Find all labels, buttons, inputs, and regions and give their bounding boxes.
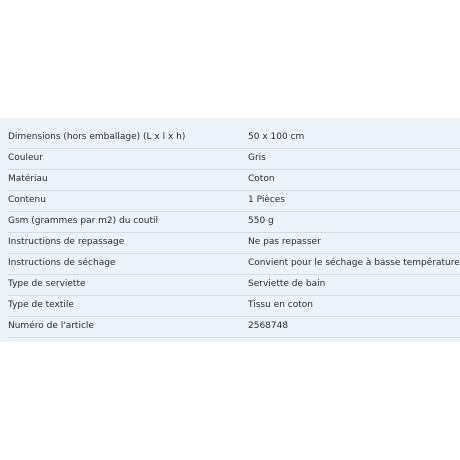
spec-value: Tissu en coton [248,300,313,310]
spec-value: 50 x 100 cm [248,132,305,142]
spec-row-color [8,149,460,170]
spec-value: 550 g [248,216,274,226]
product-specifications-panel [0,118,460,342]
spec-label: Matériau [8,174,48,184]
spec-row-towel-type [8,275,460,296]
spec-label: Type de textile [8,300,74,310]
spec-value: Gris [248,153,266,163]
spec-label: Couleur [8,153,43,163]
specifications-table [8,128,460,338]
spec-label: Gsm (grammes par m2) du coutil [8,216,158,226]
spec-label: Instructions de repassage [8,237,125,247]
spec-row-content [8,191,460,212]
spec-row-gsm [8,212,460,233]
spec-row-article-number [8,317,460,338]
spec-label: Instructions de séchage [8,258,116,268]
spec-row-dimensions [8,128,460,149]
spec-label: Contenu [8,195,46,205]
spec-label: Numéro de l'article [8,321,94,331]
spec-value: 2568748 [248,321,289,331]
spec-row-material [8,170,460,191]
spec-value: Ne pas repasser [248,237,321,247]
spec-row-textile-type [8,296,460,317]
spec-row-ironing [8,233,460,254]
spec-value: Convient pour le séchage à basse température [248,258,460,268]
spec-label: Type de serviette [8,279,86,289]
spec-value: Coton [248,174,275,184]
spec-row-drying [8,254,460,275]
spec-value: Serviette de bain [248,279,326,289]
spec-value: 1 Pièces [248,195,286,205]
spec-label: Dimensions (hors emballage) (L x l x h) [8,132,186,142]
